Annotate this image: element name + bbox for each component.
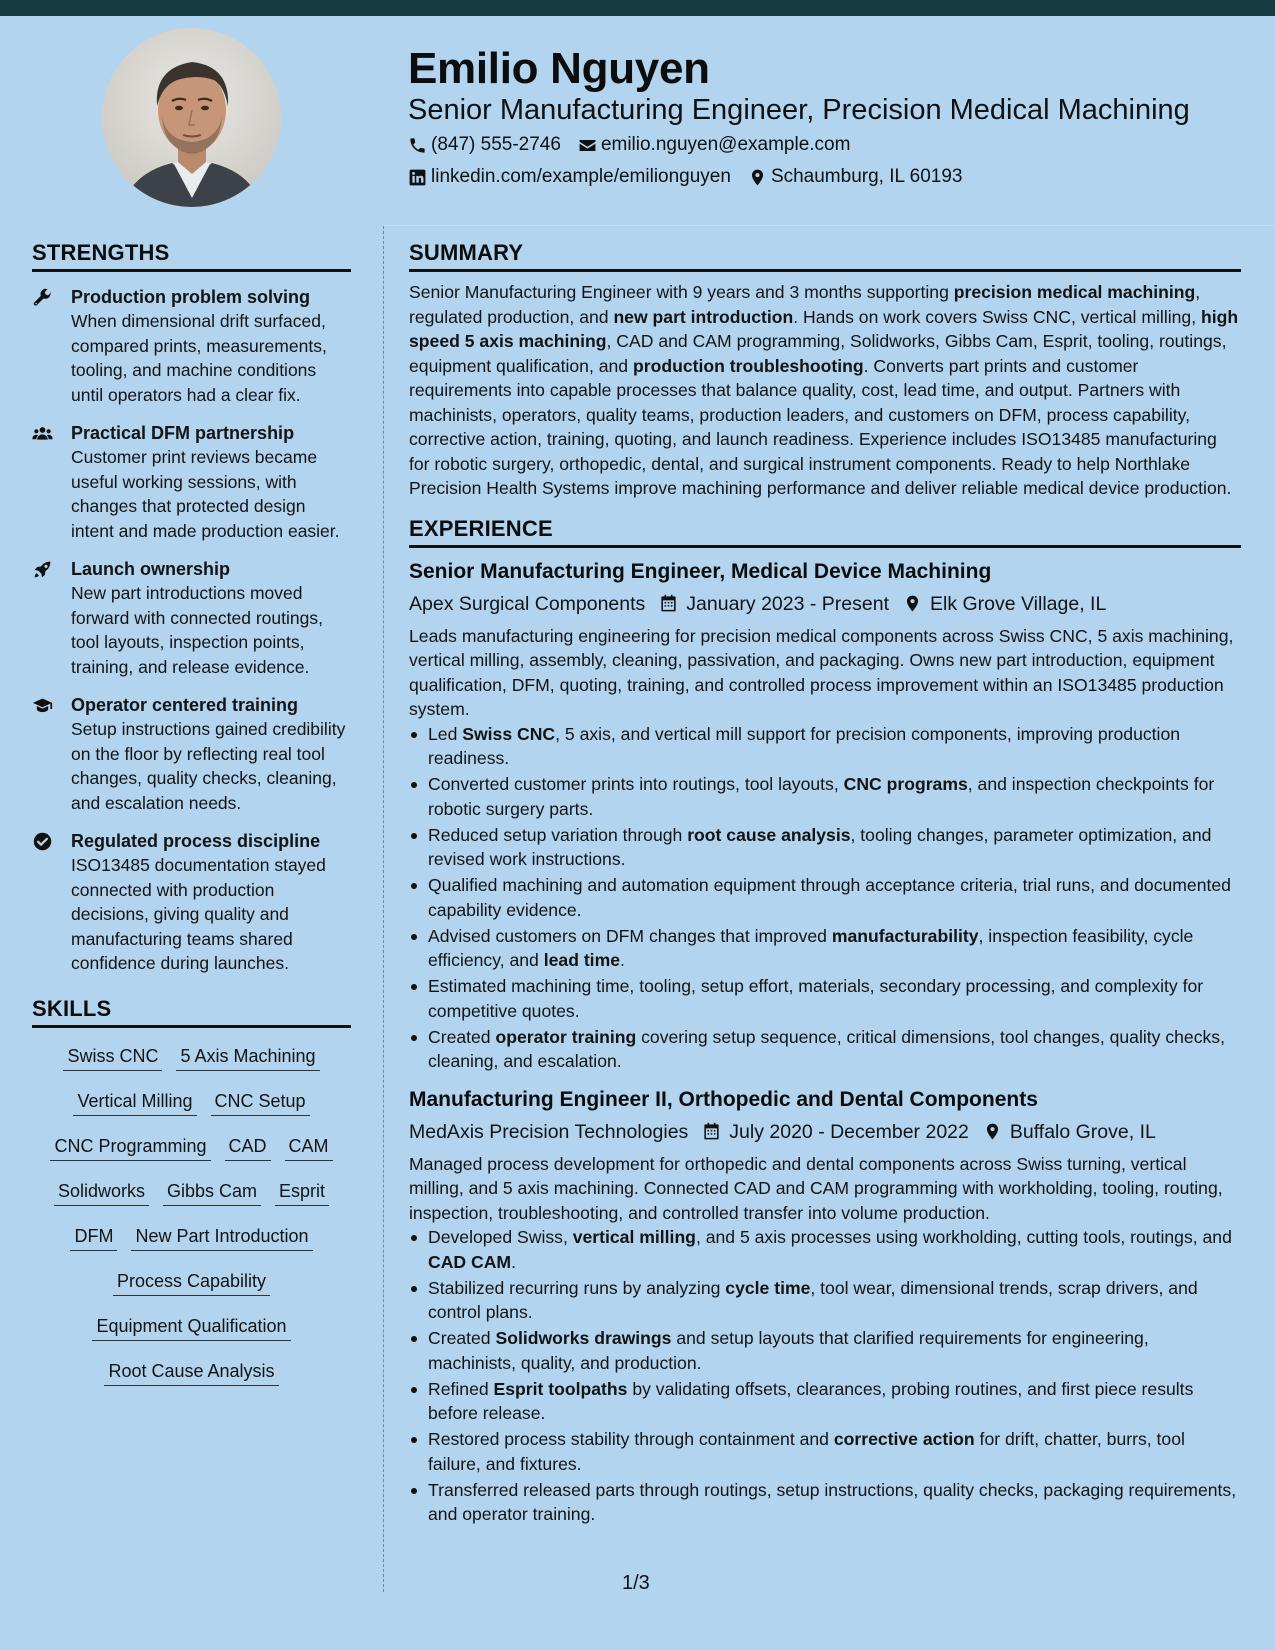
text-run: . Converts part prints and customer requirements into capable processes that balance quality, cost, lead time, and output. Partners with machinists, operators, quality teams, production leaders, and customers on DFM, process capability, corrective action, training, quoting, and launch readiness. Experience includes ISO13485 manufacturing for robotic surgery, orthopedic, dental, and surgical instrument components. Ready to help Northlake Precision Health Systems improve machining performance and deliver reliable medical device production.	[409, 355, 1232, 498]
strength-title: Practical DFM partnership	[71, 423, 295, 443]
text-run: . Hands on work covers Swiss CNC, vertical milling,	[793, 306, 1201, 327]
bold-text: precision medical machining	[953, 282, 1196, 302]
top-accent-bar	[0, 0, 1275, 16]
profile-photo	[102, 28, 281, 207]
text-run: Estimated machining time, tooling, setup effort, materials, secondary processing, and complexity for competitive quotes.	[428, 976, 1204, 1021]
text-run: covering setup sequence, critical dimensions, tool changes, quality checks, cleaning, and escalation.	[428, 1026, 1225, 1071]
strengths-list	[32, 285, 351, 976]
skill-tag: DFM	[70, 1222, 117, 1251]
skill-tag: Swiss CNC	[63, 1042, 162, 1071]
bold-text: new part introduction	[613, 306, 794, 327]
bullet-item	[409, 1326, 1241, 1375]
bullet-item	[409, 722, 1241, 771]
skill-tag: New Part Introduction	[131, 1222, 312, 1251]
text-run: .	[511, 1251, 516, 1272]
skill-tag: Equipment Qualification	[92, 1312, 290, 1341]
users-icon	[32, 423, 53, 444]
bold-text: CNC programs	[843, 774, 968, 794]
bullet-item	[409, 974, 1241, 1023]
text-run: , inspection feasibility, cycle efficiency, and	[428, 925, 1194, 970]
skill-tag: CNC Programming	[50, 1132, 210, 1161]
skill-tag: Vertical Milling	[73, 1087, 196, 1116]
bullet-item	[409, 1225, 1241, 1274]
bullet-item	[409, 1276, 1241, 1325]
skills-heading: SKILLS	[32, 996, 351, 1028]
text-run: , tooling changes, parameter optimization, and revised work instructions.	[428, 824, 1212, 869]
bold-text: Swiss CNC	[462, 723, 556, 744]
skill-tag: CAM	[285, 1132, 333, 1161]
job-bullets	[409, 1225, 1241, 1527]
summary-heading: SUMMARY	[409, 240, 1241, 272]
right-column	[409, 240, 1241, 1528]
bold-text: high speed 5 axis machining	[409, 306, 1239, 351]
text-run: Created	[428, 1026, 496, 1047]
text-run: Led	[428, 723, 463, 744]
job-dates	[659, 591, 889, 617]
phone-icon	[408, 136, 427, 155]
strength-desc: When dimensional drift surfaced, compared prints, measurements, tooling, and machine conditions until operators had a clear fix.	[71, 311, 327, 405]
text-run: and setup layouts that clarified requirements for engineering, machinists, quality, and production.	[428, 1328, 1149, 1373]
job-meta	[409, 591, 1241, 617]
job-bullets	[409, 722, 1241, 1074]
bold-text: CAD CAM	[428, 1251, 512, 1272]
bold-text: Solidworks drawings	[495, 1328, 672, 1348]
bold-text: lead time	[543, 950, 621, 970]
bold-text: corrective action	[833, 1429, 975, 1449]
job-dates-text: July 2020 - December 2022	[729, 1120, 969, 1143]
strength-title: Regulated process discipline	[71, 831, 321, 851]
contact-row-1	[408, 134, 867, 156]
strengths-heading: STRENGTHS	[32, 240, 351, 272]
bullet-item	[409, 1377, 1241, 1426]
wrench-icon	[32, 287, 53, 308]
linkedin-icon	[408, 168, 427, 187]
text-run: , CAD and CAM programming, Solidworks, Gibbs Cam, Esprit, tooling, routings, equipment qualification, and	[409, 331, 1227, 376]
strength-desc: ISO13485 documentation stayed connected with production decisions, giving quality and manufacturing teams shared confidence during launches.	[71, 855, 326, 973]
skill-tag: Process Capability	[113, 1267, 270, 1296]
linkedin-text: linkedin.com/example/emilionguyen	[431, 166, 731, 187]
text-run: , tool wear, dimensional trends, scrap drivers, and control plans.	[428, 1277, 1198, 1322]
job-location-text: Elk Grove Village, IL	[930, 592, 1107, 615]
text-run: Converted customer prints into routings, tool layouts,	[428, 774, 844, 794]
experience-heading: EXPERIENCE	[409, 516, 1241, 548]
text-run: Stabilized recurring runs by analyzing	[428, 1277, 726, 1298]
skill-tag: CAD	[225, 1132, 271, 1161]
bullet-item	[409, 1427, 1241, 1476]
text-run: Transferred released parts through routings, setup instructions, quality checks, packaging requirements, and operator training.	[428, 1479, 1237, 1524]
left-column	[32, 240, 351, 1402]
text-run: , and 5 axis processes using workholding, cutting tools, routings, and	[695, 1227, 1232, 1247]
contact-row-2	[408, 166, 979, 188]
job-title: Senior Manufacturing Engineer, Medical Device Machining	[409, 559, 992, 583]
page-number: 1/3	[622, 1572, 650, 1594]
map-pin-icon	[903, 594, 922, 613]
bold-text: Esprit toolpaths	[493, 1378, 628, 1399]
job-description: Managed process development for orthopedic and dental components across Swiss turning, vertical milling, and 5 axis machining. Connected CAD and CAM programming with workholding, tooling, routing, inspection, troubleshooting, and controlled transfer into volume production.	[409, 1153, 1223, 1223]
bullet-item	[409, 1478, 1241, 1527]
job-location-text: Buffalo Grove, IL	[1009, 1120, 1156, 1143]
skill-tag: Solidworks	[54, 1177, 149, 1206]
bold-text: manufacturability	[831, 925, 979, 946]
bold-text: production troubleshooting	[633, 355, 864, 376]
strength-desc: New part introductions moved forward with connected routings, tool layouts, inspection points, training, and release evidence.	[71, 583, 323, 677]
job-dates-text: January 2023 - Present	[686, 592, 889, 615]
text-run: Refined	[428, 1378, 494, 1399]
job-dates	[702, 1119, 969, 1145]
strength-title: Operator centered training	[71, 695, 299, 715]
strength-item	[32, 829, 351, 976]
job-company: Apex Surgical Components	[409, 592, 646, 615]
calendar-icon	[702, 1122, 721, 1141]
job-meta	[409, 1119, 1241, 1145]
check-circle-icon	[32, 831, 53, 852]
map-pin-icon	[748, 168, 767, 187]
location-text: Schaumburg, IL 60193	[770, 166, 963, 187]
email-contact[interactable]	[578, 134, 851, 156]
job-description: Leads manufacturing engineering for precision medical components across Swiss CNC, 5 axis machining, vertical milling, assembly, cleaning, passivation, and packaging. Owns new part introduction, equipment qualification, DFM, quoting, training, and controlled process improvement within an ISO13485 production system.	[409, 625, 1234, 719]
text-run: Developed Swiss,	[428, 1227, 573, 1247]
job-entry	[409, 558, 1241, 1074]
text-run: Restored process stability through containment and	[428, 1429, 834, 1449]
job-location	[903, 591, 1106, 617]
job-company: MedAxis Precision Technologies	[409, 1120, 689, 1143]
skills-list	[32, 1042, 351, 1402]
bullet-item	[409, 924, 1241, 973]
strength-desc: Customer print reviews became useful working sessions, with changes that protected design intent and made production easier.	[71, 447, 340, 541]
job-location	[983, 1119, 1156, 1145]
bold-text: operator training	[495, 1026, 637, 1047]
text-run: , 5 axis, and vertical mill support for precision components, improving production readiness.	[428, 723, 1181, 768]
header-separator	[384, 225, 1275, 226]
linkedin-contact[interactable]	[408, 166, 731, 188]
bold-text: vertical milling	[572, 1227, 696, 1247]
bullet-item	[409, 873, 1241, 922]
job-entry	[409, 1086, 1241, 1527]
column-divider	[383, 226, 384, 1592]
phone-contact[interactable]	[408, 134, 561, 156]
strength-item	[32, 421, 351, 543]
text-run: Advised customers on DFM changes that improved	[428, 925, 832, 946]
strength-item	[32, 557, 351, 679]
rocket-icon	[32, 559, 53, 580]
strength-desc: Setup instructions gained credibility on the floor by reflecting real tool changes, quality checks, cleaning, and escalation needs.	[71, 719, 346, 813]
strength-title: Production problem solving	[71, 287, 311, 307]
text-run: Senior Manufacturing Engineer with 9 years and 3 months supporting	[409, 282, 954, 302]
skill-tag: Gibbs Cam	[163, 1177, 261, 1206]
summary-text	[409, 280, 1241, 501]
skill-tag: 5 Axis Machining	[176, 1042, 319, 1071]
candidate-name: Emilio Nguyen	[408, 44, 710, 93]
map-pin-icon	[983, 1122, 1002, 1141]
strength-item	[32, 285, 351, 407]
location-contact	[748, 166, 963, 188]
text-run: , regulated production, and	[409, 282, 1201, 327]
skill-tag: Root Cause Analysis	[104, 1357, 278, 1386]
bullet-item	[409, 1025, 1241, 1074]
text-run: Qualified machining and automation equipment through acceptance criteria, trial runs, and documented capability evidence.	[428, 875, 1231, 920]
graduation-cap-icon	[32, 695, 53, 716]
candidate-title: Senior Manufacturing Engineer, Precision Medical Machining	[408, 94, 1190, 126]
email-text: emilio.nguyen@example.com	[600, 134, 851, 155]
calendar-icon	[659, 594, 678, 613]
bullet-item	[409, 823, 1241, 872]
strength-title: Launch ownership	[71, 559, 231, 579]
strength-item	[32, 693, 351, 815]
text-run: Created	[428, 1328, 496, 1348]
bold-text: cycle time	[725, 1277, 811, 1298]
text-run: Reduced setup variation through	[428, 824, 688, 845]
text-run: by validating offsets, clearances, probing routines, and first piece results before release.	[428, 1378, 1194, 1423]
bullet-item	[409, 772, 1241, 821]
text-run: , and inspection checkpoints for robotic surgery parts.	[428, 774, 1215, 819]
phone-text: (847) 555-2746	[431, 134, 561, 155]
bold-text: root cause analysis	[687, 824, 851, 845]
text-run: .	[620, 950, 625, 970]
job-title: Manufacturing Engineer II, Orthopedic and Dental Components	[409, 1087, 1038, 1111]
skill-tag: CNC Setup	[211, 1087, 310, 1116]
skill-tag: Esprit	[275, 1177, 329, 1206]
envelope-icon	[578, 136, 597, 155]
text-run: for drift, chatter, burrs, tool failure, and fixtures.	[428, 1429, 1185, 1474]
